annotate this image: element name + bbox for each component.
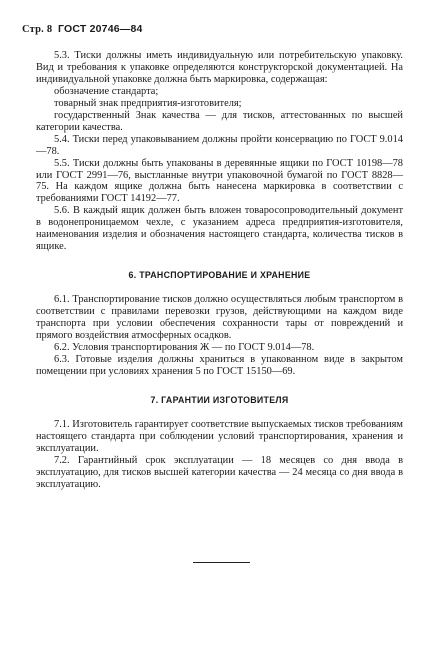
- paragraph-5-6: 5.6. В каждый ящик должен быть вложен товаросопроводительный документ в водонепроницаемом чехле, с указанием адреса предприятия-изготовителя, наименования изделия и обозначения настоящего стандарта, количества тисков в ящике.: [36, 205, 403, 253]
- paragraph-5-3-item-2: товарный знак предприятия-изготовителя;: [54, 97, 242, 109]
- standard-ref: ГОСТ 20746—84: [57, 23, 143, 35]
- paragraph-5-3-item-1: обозначение стандарта;: [54, 85, 159, 97]
- document-body: [36, 50, 403, 491]
- page-label: Стр. 8: [22, 24, 53, 35]
- section-6-title: 6. ТРАНСПОРТИРОВАНИЕ И ХРАНЕНИЕ: [128, 270, 311, 281]
- paragraph-5-5: 5.5. Тиски должны быть упакованы в деревянные ящики по ГОСТ 10198—78 или ГОСТ 2991—76, выстланные внутри упаковочной бумагой по ГОСТ 8828—75. На каждом ящике должна быть нанесена маркировка в соответствии с требованиями ГОСТ 14192—77.: [36, 157, 403, 205]
- end-rule: [193, 562, 250, 563]
- paragraph-6-1: 6.1. Транспортирование тисков должно осуществляться любым транспортом в соответствии с правилами перевозки грузов, действующими на каждом виде транспорта при условии обеспечения сохранности тары от повреждений и прямого воздействия атмосферных осадков.: [36, 294, 403, 342]
- section-7-title: 7. ГАРАНТИИ ИЗГОТОВИТЕЛЯ: [150, 394, 289, 405]
- paragraph-5-3-item-3: государственный Знак качества — для тисков, аттестованных по высшей категории качества.: [36, 109, 403, 133]
- page-header: [22, 23, 143, 35]
- paragraph-7-2: 7.2. Гарантийный срок эксплуатации — 18 месяцев со дня ввода в эксплуатацию, для тисков высшей категории качества — 24 месяца со дня ввода в эксплуатацию.: [36, 454, 403, 490]
- paragraph-5-3: 5.3. Тиски должны иметь индивидуальную или потребительскую упаковку. Вид и требования к упаковке определяются конструкторской документацией. На индивидуальной упаковке должна быть маркировка, содержащая:: [36, 50, 403, 85]
- paragraph-6-2: 6.2. Условия транспортирования Ж — по ГОСТ 9.014—78.: [54, 341, 315, 353]
- paragraph-7-1: 7.1. Изготовитель гарантирует соответствие выпускаемых тисков требованиям настоящего стандарта при соблюдении условий транспортирования, хранения и эксплуатации.: [36, 418, 403, 454]
- paragraph-5-4: 5.4. Тиски перед упаковыванием должны пройти консервацию по ГОСТ 9.014—78.: [36, 133, 403, 157]
- paragraph-6-3: 6.3. Готовые изделия должны храниться в упакованном виде в закрытом помещении при условиях хранения 5 по ГОСТ 15150—69.: [36, 353, 403, 377]
